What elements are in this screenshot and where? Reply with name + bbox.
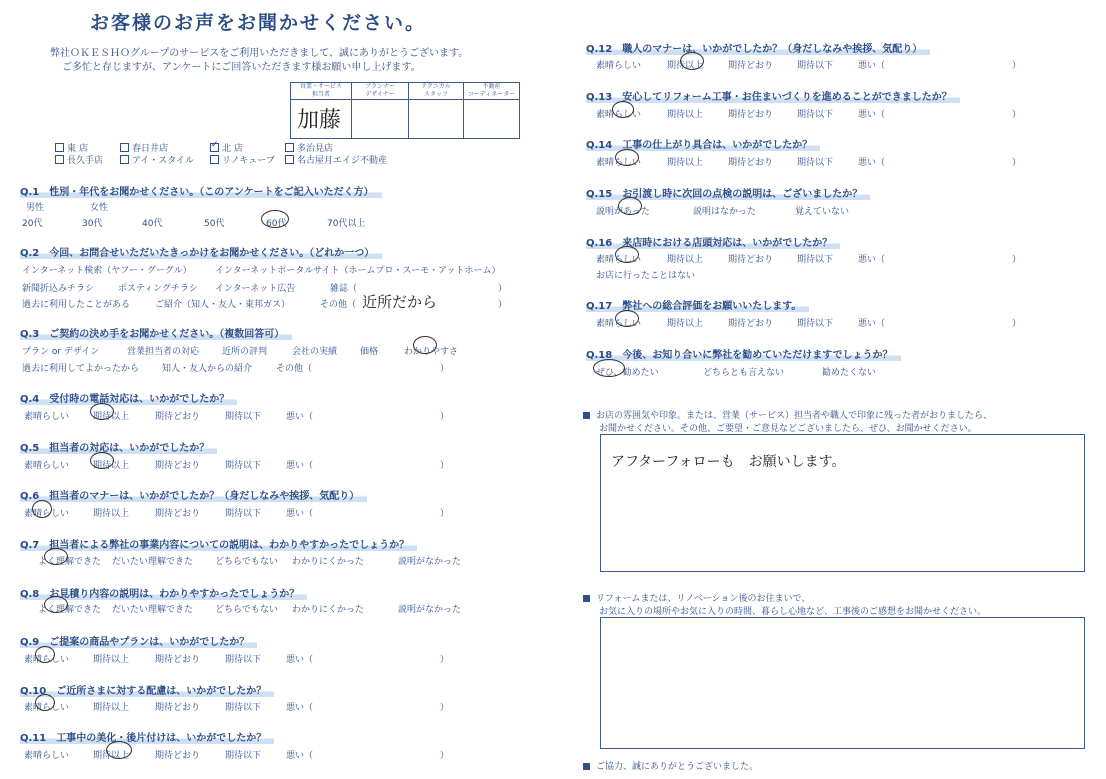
- staff-header-technical: テクニカル スタッフ: [409, 83, 463, 100]
- intro-line-1: 弊社ＯＫＥＳＨＯグループのサービスをご利用いただきまして、誠にありがとうございます。: [50, 48, 469, 59]
- q6-below[interactable]: 期待以下: [225, 509, 262, 519]
- q7-heading: Q.7 担当者による弊社の事業内容についての説明は、わかりやすかったでしょうか？: [20, 536, 417, 551]
- q15-not-explained[interactable]: 説明はなかった: [693, 207, 757, 217]
- q3-option-plan[interactable]: プラン or デザイン: [22, 347, 100, 357]
- q16-expected[interactable]: 期待どおり: [728, 255, 774, 265]
- q14-bad[interactable]: 悪い（: [858, 158, 886, 168]
- q2-heading: Q.2 今回、お問合せいただいたきっかけをお聞かせください。（どれか一つ）: [20, 244, 382, 259]
- q1-female[interactable]: 女性: [90, 203, 109, 213]
- q2-option-web-ad[interactable]: インターネット広告: [215, 284, 296, 294]
- q10-heading: Q.10 ご近所さまに対する配慮は、いかがでしたか？: [20, 682, 274, 697]
- q6-excellent[interactable]: 素晴らしい: [24, 509, 70, 519]
- q1-age-30[interactable]: 30代: [82, 219, 103, 229]
- page-title: お客様のお声をお聞かせください。: [90, 12, 427, 34]
- q8-none[interactable]: 説明がなかった: [398, 605, 462, 615]
- q14-answer-circle: [615, 149, 639, 166]
- comment1-prompt-1: お店の雰囲気や印象。または、営業（サービス）担当者や職人で印象に残った者がおりましたら、: [583, 408, 992, 421]
- q12-answer-circle: [680, 52, 704, 70]
- q8-unclear[interactable]: わかりにくかった: [292, 605, 365, 615]
- q5-close: ）: [440, 461, 450, 471]
- q11-heading: Q.11 工事中の美化・後片付けは、いかがでしたか？: [20, 729, 274, 744]
- q17-below[interactable]: 期待以下: [797, 319, 834, 329]
- q4-bad[interactable]: 悪い（: [286, 412, 314, 422]
- q6-heading: Q.6 担当者のマナーは、いかがでしたか？（身だしなみや挨拶、気配り）: [20, 487, 367, 502]
- q16-answer-circle: [615, 246, 639, 263]
- store-checkbox-renocube[interactable]: リノキューブ: [210, 153, 275, 166]
- q7-unclear[interactable]: わかりにくかった: [292, 557, 365, 567]
- q1-age-50[interactable]: 50代: [204, 219, 225, 229]
- comment1-prompt-2: お聞かせください。その他、ご要望・ご意見などございましたら、ぜひ、お聞かせください。: [599, 424, 977, 434]
- q7-mostly[interactable]: だいたい理解できた: [112, 557, 194, 567]
- q9-below[interactable]: 期待以下: [225, 655, 262, 665]
- store-checkbox-realestate[interactable]: 名古屋月エイジ不動産: [285, 153, 387, 166]
- q11-below[interactable]: 期待以下: [225, 751, 262, 761]
- q3-option-clarity[interactable]: わかりやすさ: [404, 347, 459, 357]
- q16-never-visited[interactable]: お店に行ったことはない: [596, 271, 696, 281]
- q3-option-other[interactable]: その他（: [276, 364, 313, 374]
- q3-option-sales[interactable]: 営業担当者の対応: [127, 347, 200, 357]
- q17-excellent[interactable]: 素晴らしい: [596, 319, 642, 329]
- q1-age-20[interactable]: 20代: [22, 219, 43, 229]
- staff-table: [290, 82, 520, 139]
- q5-answer-circle: [90, 452, 114, 469]
- q13-heading: Q.13 安心してリフォーム工事・お住まいづくりを進めることができましたか？: [586, 88, 960, 103]
- q2-handwritten-other: 近所だから: [362, 293, 438, 311]
- q3-option-reputation[interactable]: 近所の評判: [222, 347, 268, 357]
- staff-header-planner: プランナー デザイナー: [352, 83, 408, 100]
- q10-above[interactable]: 期待以上: [93, 703, 130, 713]
- q2-option-flyer[interactable]: 新聞折込みチラシ: [22, 284, 95, 294]
- q11-answer-circle: [106, 741, 132, 759]
- staff-handwritten-name: 加藤: [297, 108, 342, 133]
- q9-close: ）: [440, 655, 450, 665]
- q11-expected[interactable]: 期待どおり: [155, 751, 201, 761]
- q1-heading: Q.1 性別・年代をお聞かせください。（このアンケートをご記入いただく方）: [20, 183, 382, 198]
- comment2-textarea[interactable]: [600, 617, 1085, 749]
- q2-option-referral[interactable]: ご紹介（知人・友人・東邦ガス）: [155, 300, 291, 310]
- q6-expected[interactable]: 期待どおり: [155, 509, 201, 519]
- q3-other-close: ）: [440, 364, 450, 374]
- q2-magazine-close: ）: [498, 284, 508, 294]
- q18-answer-circle: [593, 359, 625, 377]
- q10-excellent[interactable]: 素晴らしい: [24, 703, 70, 713]
- q10-below[interactable]: 期待以下: [225, 703, 262, 713]
- q16-bad[interactable]: 悪い（: [858, 255, 886, 265]
- q14-heading: Q.14 工事の仕上がり具合は、いかがでしたか？: [586, 136, 820, 151]
- q9-excellent[interactable]: 素晴らしい: [24, 655, 70, 665]
- q14-below[interactable]: 期待以下: [797, 158, 834, 168]
- q2-option-posting[interactable]: ポスティングチラシ: [118, 284, 198, 294]
- store-checkbox-istyle[interactable]: アイ・スタイル: [120, 153, 194, 166]
- q4-close: ）: [440, 412, 450, 422]
- store-checkbox-nagakute[interactable]: 長久手店: [55, 153, 103, 166]
- comment1-textarea[interactable]: [600, 434, 1085, 572]
- q7-neither[interactable]: どちらでもない: [215, 557, 278, 567]
- q10-expected[interactable]: 期待どおり: [155, 703, 201, 713]
- q11-excellent[interactable]: 素晴らしい: [24, 751, 70, 761]
- q5-excellent[interactable]: 素晴らしい: [24, 461, 70, 471]
- q16-below[interactable]: 期待以下: [797, 255, 834, 265]
- q9-expected[interactable]: 期待どおり: [155, 655, 201, 665]
- q6-answer-circle: [32, 500, 52, 518]
- q3-option-track-record[interactable]: 会社の実績: [292, 347, 338, 357]
- q15-answer-circle: [618, 197, 642, 215]
- q18-not-recommend[interactable]: 勧めたくない: [822, 368, 877, 378]
- q2-option-search[interactable]: インターネット検索（ヤフー・グーグル）: [22, 266, 192, 276]
- q4-expected[interactable]: 期待どおり: [155, 412, 201, 422]
- q12-close: ）: [1012, 61, 1022, 71]
- q13-excellent[interactable]: 素晴らしい: [596, 110, 642, 120]
- q14-excellent[interactable]: 素晴らしい: [596, 158, 642, 168]
- q4-above[interactable]: 期待以上: [93, 412, 130, 422]
- q9-bad[interactable]: 悪い（: [286, 655, 314, 665]
- q16-close: ）: [1012, 255, 1022, 265]
- q5-bad[interactable]: 悪い（: [286, 461, 314, 471]
- q13-close: ）: [1012, 110, 1022, 120]
- q8-mostly[interactable]: だいたい理解できた: [112, 605, 194, 615]
- store-checkbox-kasugai[interactable]: 春日井店: [120, 141, 168, 154]
- q3-option-price[interactable]: 価格: [360, 347, 379, 357]
- staff-header-sales: 営業・サービス 担当者: [291, 83, 351, 100]
- q8-heading: Q.8 お見積り内容の説明は、わかりやすかったでしょうか？: [20, 585, 307, 600]
- q4-excellent[interactable]: 素晴らしい: [24, 412, 70, 422]
- q8-answer-circle: [44, 596, 68, 613]
- q15-explained[interactable]: 説明があった: [596, 207, 650, 217]
- comment1-handwritten: アフターフォローも お願いします。: [611, 454, 846, 470]
- q3-option-past-good[interactable]: 過去に利用してよかったから: [22, 364, 140, 374]
- q18-recommend[interactable]: ぜひ、勧めたい: [596, 368, 659, 378]
- q10-close: ）: [440, 703, 450, 713]
- q5-expected[interactable]: 期待どおり: [155, 461, 201, 471]
- footer-thanks: ご協力、誠にありがとうございました。: [583, 759, 758, 772]
- q16-above[interactable]: 期待以上: [667, 255, 704, 265]
- intro-line-2: ご多忙と存じますが、アンケートにご回答いただきます様お願い申し上げます。: [62, 62, 421, 73]
- q1-age-60[interactable]: 60代: [266, 219, 287, 229]
- store-checkbox-north[interactable]: ✓ 北 店: [211, 140, 243, 154]
- q11-above[interactable]: 期待以上: [93, 751, 130, 761]
- q11-bad[interactable]: 悪い（: [286, 751, 314, 761]
- q17-answer-circle: [615, 310, 639, 327]
- q17-above[interactable]: 期待以上: [667, 319, 704, 329]
- q11-close: ）: [440, 751, 450, 761]
- q13-expected[interactable]: 期待どおり: [728, 110, 774, 120]
- q17-close: ）: [1012, 319, 1022, 329]
- q18-heading: Q.18 今後、お知り合いに弊社を勧めていただけますでしょうか？: [586, 346, 901, 361]
- q3-heading: Q.3 ご契約の決め手をお聞かせください。（複数回答可）: [20, 325, 292, 340]
- q18-neutral[interactable]: どちらとも言えない: [703, 368, 785, 378]
- q5-heading: Q.5 担当者の対応は、いかがでしたか？: [20, 439, 217, 454]
- q12-above[interactable]: 期待以上: [667, 61, 704, 71]
- q9-heading: Q.9 ご提案の商品やプランは、いかがでしたか？: [20, 633, 257, 648]
- q9-answer-circle: [35, 646, 55, 663]
- q7-answer-circle: [44, 548, 68, 565]
- q14-expected[interactable]: 期待どおり: [728, 158, 774, 168]
- q2-other-close: ）: [498, 300, 508, 310]
- q3-option-friend[interactable]: 知人・友人からの紹介: [162, 364, 253, 374]
- q1-age-40[interactable]: 40代: [142, 219, 163, 229]
- q8-neither[interactable]: どちらでもない: [215, 605, 278, 615]
- q2-option-past[interactable]: 過去に利用したことがある: [22, 300, 131, 310]
- q9-above[interactable]: 期待以上: [93, 655, 130, 665]
- comment2-prompt-2: お気に入りの場所やお気に入りの時間、暮らし心地など、工事後のご感想をお聞かせください。: [599, 607, 987, 617]
- staff-header-realestate: 不動産 コーディネーター: [464, 83, 519, 100]
- q14-above[interactable]: 期待以上: [667, 158, 704, 168]
- q6-bad[interactable]: 悪い（: [286, 509, 314, 519]
- store-checkbox-east[interactable]: 東 店: [55, 141, 88, 154]
- q17-bad[interactable]: 悪い（: [858, 319, 886, 329]
- comment2-prompt-1: リフォームまたは、リノベーション後のお住まいで、: [583, 591, 810, 604]
- q12-below[interactable]: 期待以下: [797, 61, 834, 71]
- q12-expected[interactable]: 期待どおり: [728, 61, 774, 71]
- q2-option-other[interactable]: その他（: [320, 300, 357, 310]
- q8-understood-well[interactable]: よく理解できた: [38, 605, 102, 615]
- q4-heading: Q.4 受付時の電話対応は、いかがでしたか？: [20, 390, 237, 405]
- q1-answer-circle: [261, 210, 289, 228]
- store-checkbox-tajimi[interactable]: 多治見店: [285, 141, 333, 154]
- q2-option-magazine[interactable]: 雑誌（: [330, 284, 358, 294]
- q2-option-portal[interactable]: インターネットポータルサイト（ホームプロ・スーモ・アットホーム）: [215, 266, 501, 276]
- q1-male[interactable]: 男性: [26, 203, 45, 213]
- q1-age-70plus[interactable]: 70代以上: [327, 219, 366, 229]
- q14-close: ）: [1012, 158, 1022, 168]
- q17-expected[interactable]: 期待どおり: [728, 319, 774, 329]
- q10-bad[interactable]: 悪い（: [286, 703, 314, 713]
- q5-below[interactable]: 期待以下: [225, 461, 262, 471]
- q4-answer-circle: [90, 403, 114, 420]
- q5-above[interactable]: 期待以上: [93, 461, 130, 471]
- q12-heading: Q.12 職人のマナーは、いかがでしたか？（身だしなみや挨拶、気配り）: [586, 40, 930, 55]
- q13-answer-circle: [612, 101, 634, 118]
- q15-dont-remember[interactable]: 覚えていない: [795, 207, 850, 217]
- q17-heading: Q.17 弊社への総合評価をお願いいたします。: [586, 297, 809, 312]
- q3-answer-circle: [413, 336, 437, 354]
- q4-below[interactable]: 期待以下: [225, 412, 262, 422]
- q13-bad[interactable]: 悪い（: [858, 110, 886, 120]
- q10-answer-circle: [35, 694, 55, 711]
- q6-close: ）: [440, 509, 450, 519]
- q7-none[interactable]: 説明がなかった: [398, 557, 462, 567]
- q16-excellent[interactable]: 素晴らしい: [596, 255, 642, 265]
- q15-heading: Q.15 お引渡し時に次回の点検の説明は、ございましたか？: [586, 185, 870, 200]
- q13-above[interactable]: 期待以上: [667, 110, 704, 120]
- q6-above[interactable]: 期待以上: [93, 509, 130, 519]
- q7-understood-well[interactable]: よく理解できた: [38, 557, 102, 567]
- q12-excellent[interactable]: 素晴らしい: [596, 61, 642, 71]
- q13-below[interactable]: 期待以下: [797, 110, 834, 120]
- q16-heading: Q.16 来店時における店頭対応は、いかがでしたか？: [586, 234, 840, 249]
- q12-bad[interactable]: 悪い（: [858, 61, 886, 71]
